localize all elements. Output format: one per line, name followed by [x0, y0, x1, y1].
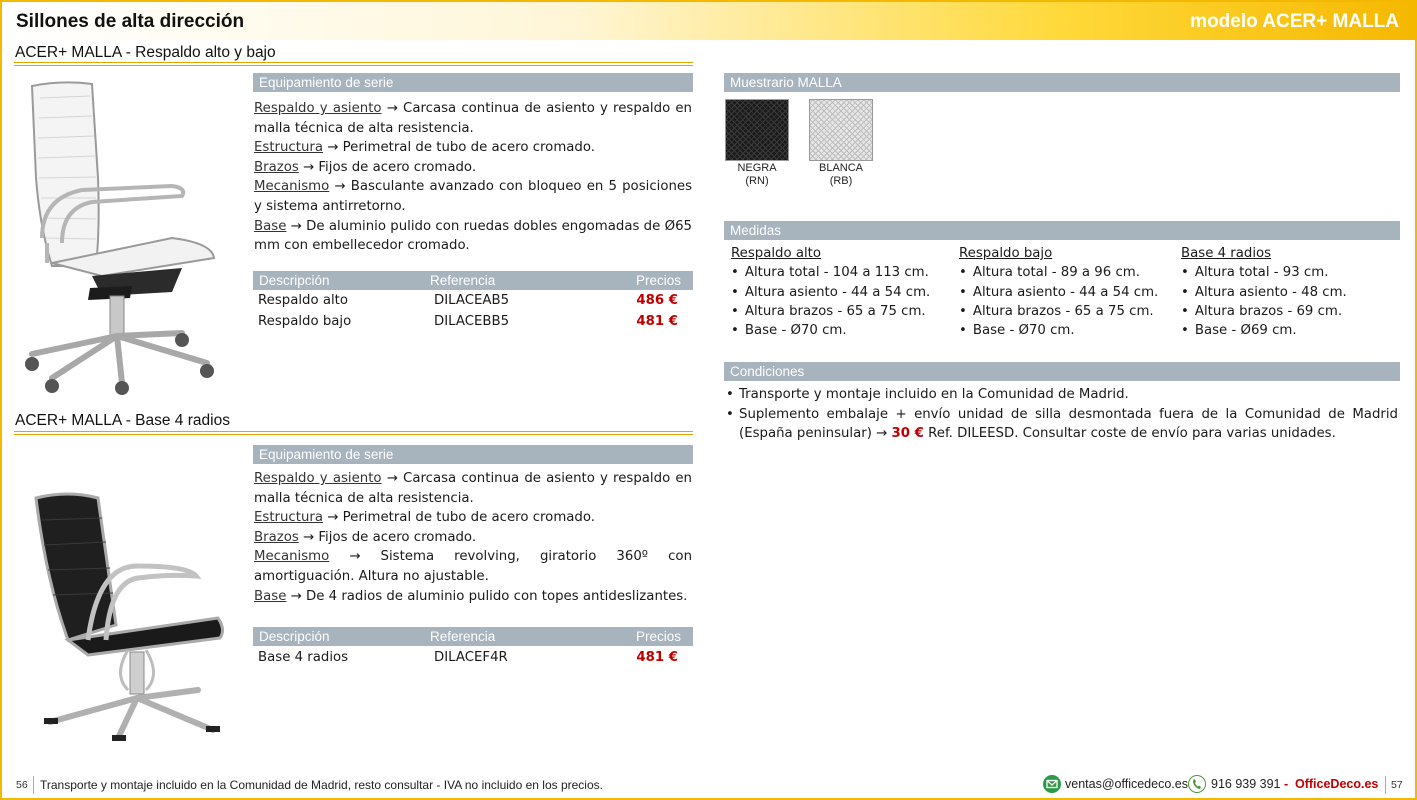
- row-reference: DILACEBB5: [434, 314, 510, 329]
- measure-item: [731, 283, 930, 302]
- feature-list: [254, 469, 692, 606]
- measure-item: [1181, 321, 1347, 340]
- condiciones-heading: Condiciones: [724, 362, 1400, 381]
- equipment-heading: Equipamiento de serie: [253, 445, 693, 464]
- feature-item: [254, 587, 692, 607]
- page-number-left: 56: [16, 779, 28, 791]
- section-rule: [14, 62, 693, 66]
- column-header-reference: Referencia: [430, 273, 496, 288]
- email-icon: [1043, 775, 1061, 793]
- swatch-black: [725, 99, 789, 161]
- feature-item: [254, 528, 692, 548]
- row-description: Base 4 radios: [258, 650, 349, 665]
- table-row: [254, 312, 692, 333]
- row-description: Respaldo alto: [258, 293, 349, 308]
- feature-text: → De 4 radios de aluminio pulido con topes antideslizantes.: [286, 588, 688, 604]
- conditions-list: [726, 385, 1398, 444]
- row-description: Respaldo bajo: [258, 314, 352, 329]
- page-title: Sillones de alta dirección: [16, 11, 245, 32]
- footer: [2, 772, 1415, 798]
- measure-value: - 93 cm.: [1269, 265, 1329, 281]
- column-header-prices: Precios: [635, 629, 681, 644]
- product-title: ACER+ MALLA - Respaldo alto y bajo: [15, 44, 276, 61]
- feature-item: [254, 547, 692, 586]
- feature-item: [254, 177, 692, 216]
- feature-term: Base: [254, 218, 287, 234]
- product-title: ACER+ MALLA - Base 4 radios: [15, 412, 230, 429]
- feature-text: → Basculante avanzado con bloqueo en 5 posiciones y sistema antirretorno.: [254, 179, 692, 214]
- equipment-heading: Equipamiento de serie: [253, 73, 693, 92]
- feature-text: → Perimetral de tubo de acero cromado.: [323, 140, 595, 156]
- measure-item: [959, 263, 1158, 282]
- feature-item: [254, 138, 692, 158]
- measure-value: - 69 cm.: [1283, 303, 1343, 319]
- feature-term: Estructura: [254, 510, 324, 526]
- feature-item: [254, 508, 692, 528]
- row-price: 481 €: [636, 314, 678, 329]
- measure-label: Altura brazos: [1194, 303, 1284, 319]
- feature-term: Respaldo y asiento: [254, 101, 382, 116]
- swatch-name: NEGRA: [737, 162, 777, 174]
- footer-note: Transporte y montaje incluido en la Comunidad de Madrid, resto consultar - IVA no incluido en los precios.: [40, 778, 603, 792]
- feature-text: → Fijos de acero cromado.: [298, 529, 477, 545]
- measure-label: Altura brazos: [744, 303, 834, 319]
- price-table-header: [253, 627, 693, 646]
- measure-item: [1181, 263, 1347, 282]
- column-header-description: Descripción: [259, 629, 330, 644]
- footer-divider: [33, 776, 34, 794]
- row-price: 481 €: [636, 650, 678, 665]
- phone-icon: [1188, 775, 1206, 793]
- table-row: [254, 648, 692, 669]
- measure-label: Altura brazos: [972, 303, 1062, 319]
- measure-label: Altura total: [1194, 265, 1270, 281]
- swatch-label: [722, 162, 792, 188]
- measure-item: [731, 321, 930, 340]
- price-table: [254, 648, 692, 669]
- measure-value: - 89 a 96 cm.: [1047, 265, 1140, 281]
- measure-column: [959, 244, 1158, 340]
- row-price: 486 €: [636, 293, 678, 308]
- feature-term: Estructura: [254, 140, 324, 156]
- measure-value: - 48 cm.: [1287, 284, 1347, 300]
- column-header-description: Descripción: [259, 273, 330, 288]
- feature-text: → De aluminio pulido con ruedas dobles engomadas de Ø65 mm con embellecedor cromado.: [254, 218, 692, 254]
- medidas-heading: Medidas: [724, 221, 1400, 240]
- feature-term: Brazos: [254, 159, 299, 175]
- measure-label: Altura total: [972, 265, 1048, 281]
- measure-value: - 65 a 75 cm.: [833, 303, 926, 319]
- footer-dash: -: [1284, 777, 1289, 791]
- footer-divider: [1385, 776, 1386, 794]
- measure-value: - 104 a 113 cm.: [819, 265, 929, 281]
- measure-label: Altura asiento: [744, 284, 838, 300]
- chair-four-star-image: [28, 490, 228, 745]
- feature-text: → Sistema revolving, giratorio 360º con amortiguación. Altura no ajustable.: [254, 549, 692, 584]
- price-table-header: [253, 271, 693, 290]
- measure-label: Base: [1194, 323, 1228, 339]
- header-bar: [2, 2, 1415, 40]
- measure-column-title: Base 4 radios: [1181, 246, 1272, 261]
- section-rule: [14, 431, 693, 435]
- surcharge-price: 30 €: [891, 426, 924, 441]
- chair-high-back-image: [22, 78, 222, 396]
- swatch-name: BLANCA: [818, 162, 864, 174]
- measure-item: [959, 302, 1158, 321]
- feature-term: Base: [254, 588, 287, 604]
- measure-item: [1181, 302, 1347, 321]
- measure-item: [959, 283, 1158, 302]
- measure-label: Altura total: [744, 265, 820, 281]
- feature-item: [254, 217, 692, 256]
- footer-phone[interactable]: 916 939 391: [1211, 777, 1281, 791]
- condition-item: [726, 405, 1398, 444]
- table-row: [254, 291, 692, 312]
- feature-text: → Carcasa continua de asiento y respaldo en malla técnica de alta resistencia.: [254, 101, 692, 136]
- measure-column: [1181, 244, 1347, 340]
- feature-text: → Perimetral de tubo de acero cromado.: [323, 510, 595, 526]
- feature-item: [254, 469, 692, 508]
- condition-text: Ref. DILEESD. Consultar coste de envío para varias unidades.: [923, 426, 1336, 441]
- row-reference: DILACEAB5: [434, 293, 510, 308]
- measure-label: Altura asiento: [1194, 284, 1288, 300]
- measure-item: [731, 263, 930, 282]
- measure-item: [959, 321, 1158, 340]
- footer-email[interactable]: ventas@officedeco.es: [1065, 777, 1188, 791]
- swatch-code: (RB): [829, 175, 853, 187]
- feature-item: [254, 99, 692, 138]
- column-header-prices: Precios: [635, 273, 681, 288]
- measure-value: - 44 a 54 cm.: [1065, 284, 1159, 300]
- feature-term: Brazos: [254, 529, 299, 545]
- condition-item: [726, 385, 1398, 405]
- feature-term: Mecanismo: [254, 179, 330, 195]
- swatch-white: [809, 99, 873, 161]
- feature-text: → Carcasa continua de asiento y respaldo en malla técnica de alta resistencia.: [254, 471, 692, 506]
- measure-value: - 65 a 75 cm.: [1061, 303, 1154, 319]
- feature-item: [254, 158, 692, 178]
- feature-text: → Fijos de acero cromado.: [298, 159, 477, 175]
- price-table: [254, 291, 692, 333]
- row-reference: DILACEF4R: [434, 650, 508, 665]
- measure-column-title: Respaldo alto: [731, 246, 822, 261]
- measure-value: - 44 a 54 cm.: [837, 284, 931, 300]
- page-number-right: 57: [1391, 779, 1403, 791]
- measure-column-title: Respaldo bajo: [959, 246, 1053, 261]
- measure-item: [1181, 283, 1347, 302]
- swatch-label: [806, 162, 876, 188]
- measure-label: Base: [972, 323, 1006, 339]
- model-title: modelo ACER+ MALLA: [1190, 11, 1399, 32]
- swatch-code: (RN): [745, 175, 769, 187]
- measure-value: - Ø70 cm.: [777, 323, 847, 339]
- column-header-reference: Referencia: [430, 629, 496, 644]
- condition-text: Transporte y montaje incluido en la Comunidad de Madrid.: [739, 387, 1129, 402]
- brand-name[interactable]: OfficeDeco.es: [1295, 777, 1379, 791]
- measure-item: [731, 302, 930, 321]
- measure-column: [731, 244, 930, 340]
- condition-text: Suplemento embalaje + envío unidad de silla desmontada fuera de la Comunidad de Madrid (España peninsular) →: [739, 406, 1398, 441]
- feature-term: Respaldo y asiento: [254, 471, 382, 486]
- feature-list: [254, 99, 692, 256]
- measure-label: Base: [744, 323, 778, 339]
- feature-term: Mecanismo: [254, 549, 330, 565]
- measure-value: - Ø69 cm.: [1227, 323, 1297, 339]
- measure-label: Altura asiento: [972, 284, 1066, 300]
- muestrario-heading: Muestrario MALLA: [724, 73, 1400, 92]
- measure-value: - Ø70 cm.: [1005, 323, 1075, 339]
